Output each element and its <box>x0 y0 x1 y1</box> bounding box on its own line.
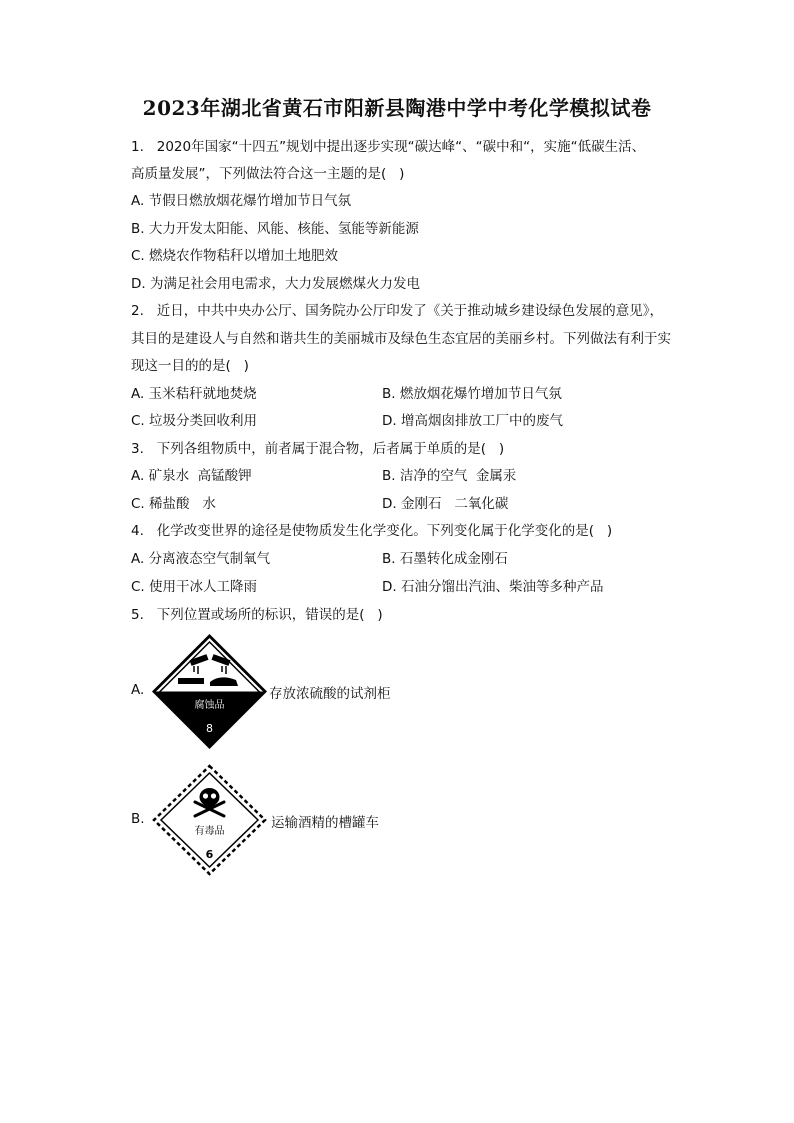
q4-option-a: A. 分离液态空气制氧气 <box>131 551 271 567</box>
q4-stem: 4. 化学改变世界的途径是使物质发生化学变化。下列变化属于化学变化的是( ) <box>131 523 613 539</box>
q2-stem-line1: 2. 近日，中共中央办公厅、国务院办公厅印发了《关于推动城乡建设绿色发展的意见》， <box>131 303 664 319</box>
q1-stem-line2: 高质量发展”，下列做法符合这一主题的是( ) <box>131 166 405 182</box>
q1-option-d: D. 为满足社会用电需求，大力发展燃煤火力发电 <box>131 276 420 292</box>
q2-option-a: A. 玉米秸秆就地焚烧 <box>131 386 257 402</box>
q3-option-a: A. 矿泉水 高锰酸钾 <box>131 468 252 484</box>
q2-option-c: C. 垃圾分类回收利用 <box>131 413 258 429</box>
q5-option-a-text: 存放浓硫酸的试剂柜 <box>269 686 391 702</box>
q4-option-d: D. 石油分馏出汽油、柴油等多种产品 <box>382 579 604 595</box>
q5-option-b-label: B. <box>131 811 145 827</box>
corrosive-sign-number: 8 <box>206 722 213 735</box>
q1-option-c: C. 燃烧农作物秸秆以增加土地肥效 <box>131 248 339 264</box>
q3-option-d: D. 金刚石 二氧化碳 <box>382 496 509 512</box>
corrosive-sign-text: 腐蚀品 <box>194 700 225 711</box>
q3-option-c: C. 稀盐酸 水 <box>131 496 216 512</box>
q4-option-c: C. 使用干冰人工降雨 <box>131 579 258 595</box>
toxic-sign-icon <box>152 764 267 876</box>
q3-option-b: B. 洁净的空气 金属汞 <box>382 468 517 484</box>
q4-option-b: B. 石墨转化成金刚石 <box>382 551 508 567</box>
q5-option-a-label: A. <box>131 682 145 698</box>
q5-option-b-text: 运输酒精的槽罐车 <box>271 815 379 831</box>
q2-option-d: D. 增高烟囱排放工厂中的废气 <box>382 413 563 429</box>
q2-option-b: B. 燃放烟花爆竹增加节日气氛 <box>382 386 562 402</box>
q1-option-b: B. 大力开发太阳能、风能、核能、氢能等新能源 <box>131 221 419 237</box>
toxic-sign-text: 有毒品 <box>194 826 225 837</box>
page-title: 2023年湖北省黄石市阳新县陶港中学中考化学模拟试卷 <box>142 96 652 120</box>
toxic-sign-number: 6 <box>205 848 214 861</box>
q3-stem: 3. 下列各组物质中，前者属于混合物，后者属于单质的是( ) <box>131 441 505 457</box>
q2-stem-line3: 现这一目的的是( ) <box>131 358 249 374</box>
q1-option-a: A. 节假日燃放烟花爆竹增加节日气氛 <box>131 193 352 209</box>
q5-stem: 5. 下列位置或场所的标识，错误的是( ) <box>131 607 383 623</box>
q2-stem-line2: 其目的是建设人与自然和谐共生的美丽城市及绿色生态宜居的美丽乡村。下列做法有利于实 <box>131 331 671 347</box>
corrosive-sign-icon <box>152 634 267 749</box>
q1-stem-line1: 1. 2020年国家“十四五”规划中提出逐步实现“碳达峰“、“碳中和“，实施“低碳生活、 <box>131 139 646 155</box>
